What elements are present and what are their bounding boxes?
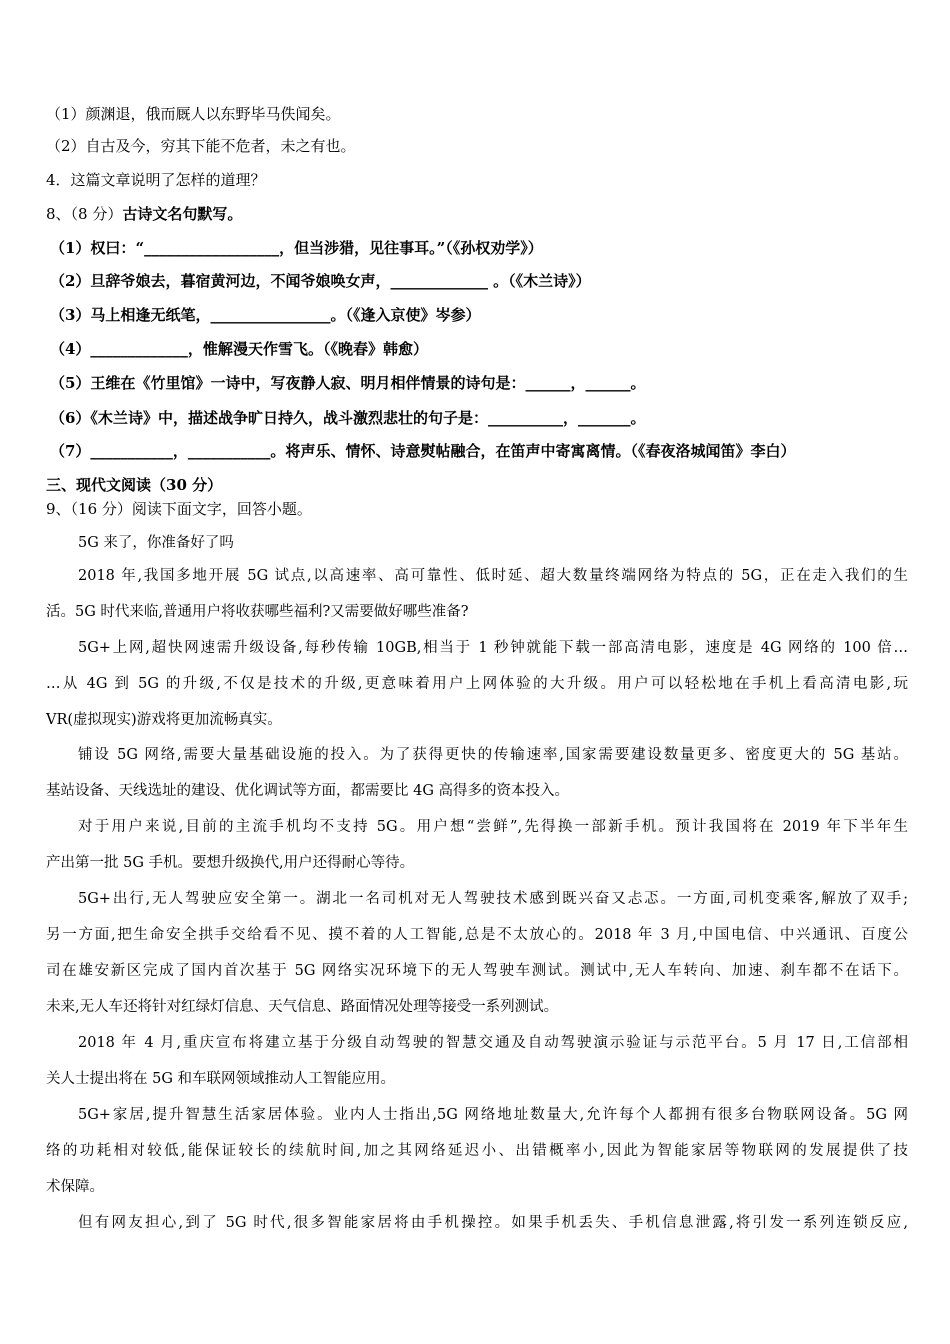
question-4: 4．这篇文章说明了怎样的道理？ bbox=[46, 171, 266, 189]
prev-item-1: （1）颜渊退，俄而厩人以东野毕马佚闻矣。 bbox=[46, 105, 341, 123]
paragraph-6: 2018 年 4 月,重庆宣布将建立基于分级自动驾驶的智慧交通及自动驾驶演示验证与示范平台。5 月 17 日,工信部相 bbox=[78, 1035, 908, 1051]
q8-item-3: （3）马上相逢无纸笔，________________。（《逢入京使》岑参） bbox=[50, 306, 481, 324]
paragraph-1: 2018 年,我国多地开展 5G 试点,以高速率、高可靠性、低时延、超大数量终端网络为特点的 5G，正在走入我们的生 bbox=[78, 568, 908, 584]
paragraph-7: 5G+家居,提升智慧生活家居体验。业内人士指出,5G 网络地址数量大,允许每个人都拥有很多台物联网设备。5G 网 bbox=[78, 1107, 908, 1123]
question-8-header bbox=[46, 204, 242, 224]
paragraph-5: 5G+出行,无人驾驶应安全第一。湖北一名司机对无人驾驶技术感到既兴奋又忐忑。一方面,司机变乘客,解放了双手; bbox=[78, 891, 908, 907]
paragraph-4: 对于用户来说,目前的主流手机均不支持 5G。用户想“尝鲜”,先得换一部新手机。预计我国将在 2019 年下半年生 bbox=[78, 819, 908, 835]
q8-item-2: （2）旦辞爷娘去，暮宿黄河边，不闻爷娘唤女声，_____________ 。（《木兰诗》） bbox=[50, 272, 591, 290]
paragraph-2: 5G+上网,超快网速需升级设备,每秒传输 10GB,相当于 1 秒钟就能下载一部高清电影，速度是 4G 网络的 100 倍… bbox=[78, 640, 908, 656]
document-page: （1）颜渊退，俄而厩人以东野毕马佚闻矣。 （2）自古及今，穷其下能不危者，未之有也。 4．这篇文章说明了怎样的道理？ 8、（8 分）古诗文名句默写。 （1）权曰：“__________________，但当涉猎，见往事耳。”（《孙权劝学》） （2）旦辞爷娘去，暮宿黄河边，不闻爷娘唤女声，_____________ 。（《木兰诗》） （3）马上相逢无纸笔，________________。（《逢入京使》岑参） （4）_____________，惟解漫天作雪飞。（《晚春》韩愈） （5）王维在《竹里馆》一诗中，写夜静人寂、明月相伴情景的诗句是：______，______。 （6）《木兰诗》中，描述战争旷日持久，战斗激烈悲壮的句子是：__________，_______。 （7）___________，___________。将声乐、情怀、诗意熨帖融合，在笛声中寄寓离情。（《春夜洛城闻笛》李白） 三、现代文阅读（30 分） 9、（16 分）阅读下面文字，回答小题。 5G 来了，你准备好了吗 2018 年,我国多地开展 5G 试点,以高速率、高可靠性、低时延、超大数量终端网络为特点的 5G，正在走入我们的生 活。5G 时代来临,普通用户将收获哪些福利?又需要做好哪些准备? 5G+上网,超快网速需升级设备,每秒传输 10GB,相当于 1 秒钟就能下载一部高清电影，速度是 4G 网络的 100 倍… …从 4G 到 5G 的升级,不仅是技术的升级,更意味着用户上网体验的大升级。用户可以轻松地在手机上看高清电影,玩 VR(虚拟现实)游戏将更加流畅真实。 铺设 5G 网络,需要大量基础设施的投入。为了获得更快的传输速率,国家需要建设数量更多、密度更大的 5G 基站。 基站设备、天线选址的建设、优化调试等方面，都需要比 4G 高得多的资本投入。 对于用户来说,目前的主流手机均不支持 5G。用户想“尝鲜”,先得换一部新手机。预计我国将在 2019 年下半年生 产出第一批 5G 手机。要想升级换代,用户还得耐心等待。 5G+出行,无人驾驶应安全第一。湖北一名司机对无人驾驶技术感到既兴奋又忐忑。一方面,司机变乘客,解放了双手; 另一方面,把生命安全拱手交给看不见、摸不着的人工智能,总是不太放心的。2018 年 3 月,中国电信、中兴通讯、百度公 司在雄安新区完成了国内首次基于 5G 网络实况环境下的无人驾驶车测试。测试中,无人车转向、加速、刹车都不在话下。 未来,无人车还将针对红绿灯信息、天气信息、路面情况处理等接受一系列测试。 2018 年 4 月,重庆宣布将建立基于分级自动驾驶的智慧交通及自动驾驶演示验证与示范平台。5 月 17 日,工信部相 关人士提出将在 5G 和车联网领域推动人工智能应用。 5G+家居,提升智慧生活家居体验。业内人士指出,5G 网络地址数量大,允许每个人都拥有很多台物联网设备。5G 网 络的功耗相对较低,能保证较长的续航时间,加之其网络延迟小、出错概率小,因此为智能家居等物联网的发展提供了技 术保障。 但有网友担心,到了 5G 时代,很多智能家居将由手机操控。如果手机丢失、手机信息泄露,将引发一系列连锁反应, bbox=[46, 105, 908, 1231]
paragraph-8: 但有网友担心,到了 5G 时代,很多智能家居将由手机操控。如果手机丢失、手机信息泄露,将引发一系列连锁反应, bbox=[78, 1215, 908, 1231]
prev-item-2: （2）自古及今，穷其下能不危者，未之有也。 bbox=[46, 137, 356, 155]
q8-item-6: （6）《木兰诗》中，描述战争旷日持久，战斗激烈悲壮的句子是：__________，_______。 bbox=[50, 409, 646, 427]
article-title: 5G 来了，你准备好了吗 bbox=[78, 535, 234, 551]
q8-item-1: （1）权曰：“__________________，但当涉猎，见往事耳。”（《孙权劝学》） bbox=[50, 239, 543, 257]
paragraph-3: 铺设 5G 网络,需要大量基础设施的投入。为了获得更快的传输速率,国家需要建设数量更多、密度更大的 5G 基站。 bbox=[78, 747, 908, 763]
question-9: 9、（16 分）阅读下面文字，回答小题。 bbox=[46, 500, 312, 518]
q8-item-5: （5）王维在《竹里馆》一诗中，写夜静人寂、明月相伴情景的诗句是：______，______。 bbox=[50, 374, 646, 392]
q8-item-7: （7）___________，___________。将声乐、情怀、诗意熨帖融合，在笛声中寄寓离情。（《春夜洛城闻笛》李白） bbox=[50, 442, 796, 460]
question-8-number: 8、（8 分） bbox=[46, 205, 123, 223]
q8-item-4: （4）_____________，惟解漫天作雪飞。（《晚春》韩愈） bbox=[50, 340, 428, 358]
question-8-title: 古诗文名句默写。 bbox=[122, 205, 243, 223]
section-3-title: 三、现代文阅读（30 分） bbox=[46, 476, 223, 494]
